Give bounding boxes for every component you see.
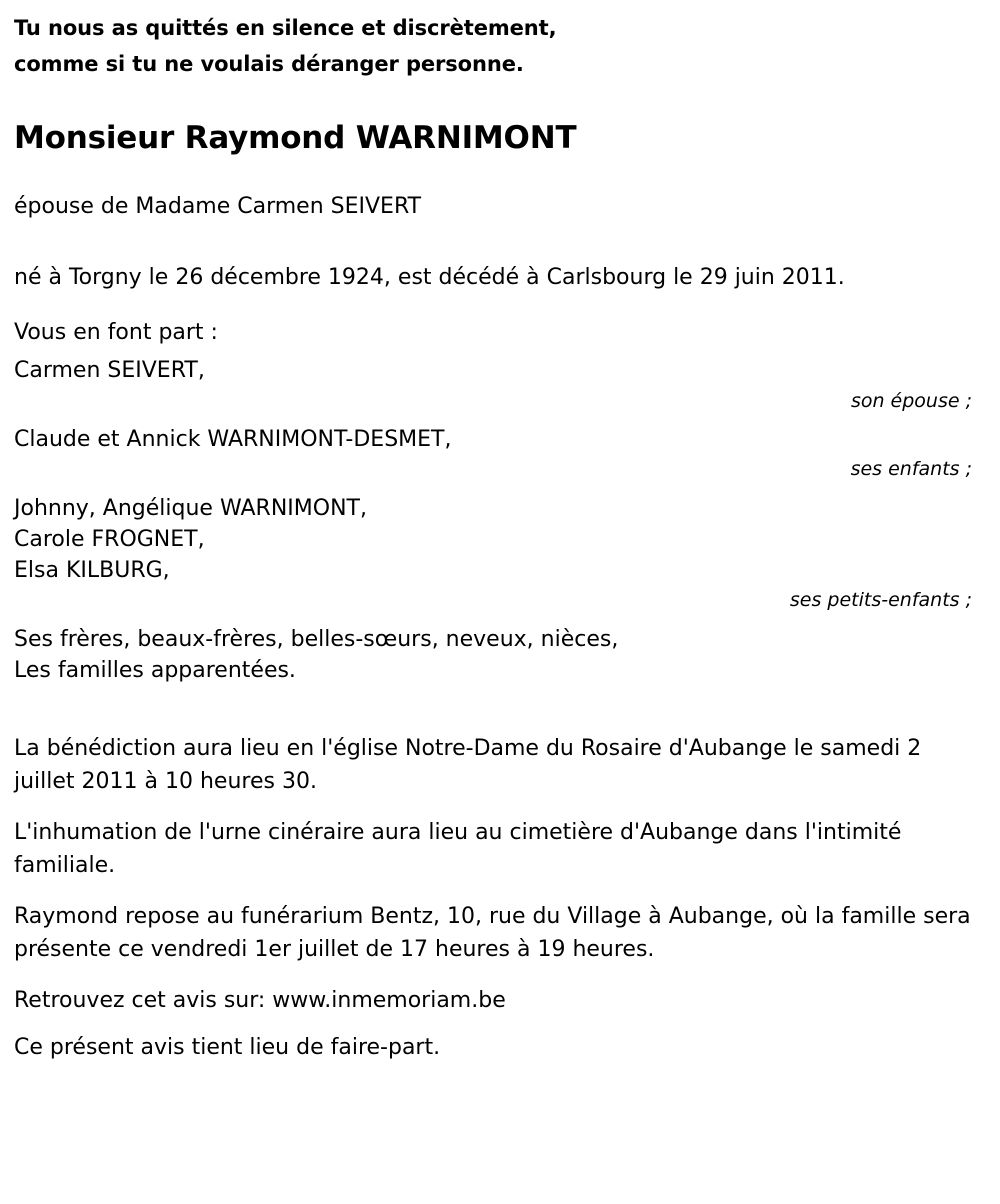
ceremony-details: [14, 732, 982, 1064]
other-family-line: Les familles apparentées.: [14, 658, 296, 684]
relative-name: Carole FROGNET,: [14, 526, 205, 552]
spouse-line: épouse de Madame Carmen SEIVERT: [14, 194, 422, 220]
website-paragraph: Retrouvez cet avis sur: www.inmemoriam.be: [14, 988, 506, 1014]
relatives-group: [14, 355, 982, 416]
intro-line-2: comme si tu ne voulais déranger personne.: [14, 52, 524, 77]
birth-death-line: né à Torgny le 26 décembre 1924, est décédé à Carlsbourg le 29 juin 2011.: [14, 265, 845, 291]
closing-paragraph: Ce présent avis tient lieu de faire-part.: [14, 1035, 441, 1061]
other-family-line: Ses frères, beaux-frères, belles-sœurs, neveux, nièces,: [14, 626, 619, 652]
blessing-paragraph: La bénédiction aura lieu en l'église Notre-Dame du Rosaire d'Aubange le samedi 2 juillet 2011 à 10 heures 30.: [14, 736, 922, 795]
intro-line-1: Tu nous as quittés en silence et discrètement,: [14, 16, 557, 40]
announce-label: Vous en font part :: [14, 320, 218, 346]
relative-name: Claude et Annick WARNIMONT-DESMET,: [14, 426, 452, 452]
relative-role: ses enfants ;: [850, 458, 972, 481]
relatives-group: [14, 424, 982, 485]
other-family: [14, 624, 982, 686]
intro-message: [14, 10, 982, 82]
relatives-group: [14, 493, 982, 616]
funeral-home-paragraph: Raymond repose au funérarium Bentz, 10, rue du Village à Aubange, où la famille sera présente ce vendredi 1er juillet de 17 heures à 19 heures.: [14, 904, 971, 963]
relatives-list: [14, 355, 982, 686]
deceased-name: Monsieur Raymond WARNIMONT: [14, 120, 577, 157]
relative-name: Elsa KILBURG,: [14, 558, 170, 584]
relative-role: ses petits-enfants ;: [789, 589, 972, 612]
burial-paragraph: L'inhumation de l'urne cinéraire aura lieu au cimetière d'Aubange dans l'intimité familiale.: [14, 820, 902, 879]
relative-name: Carmen SEIVERT,: [14, 358, 205, 384]
relative-role: son épouse ;: [850, 389, 972, 412]
relative-name: Johnny, Angélique WARNIMONT,: [14, 495, 367, 521]
